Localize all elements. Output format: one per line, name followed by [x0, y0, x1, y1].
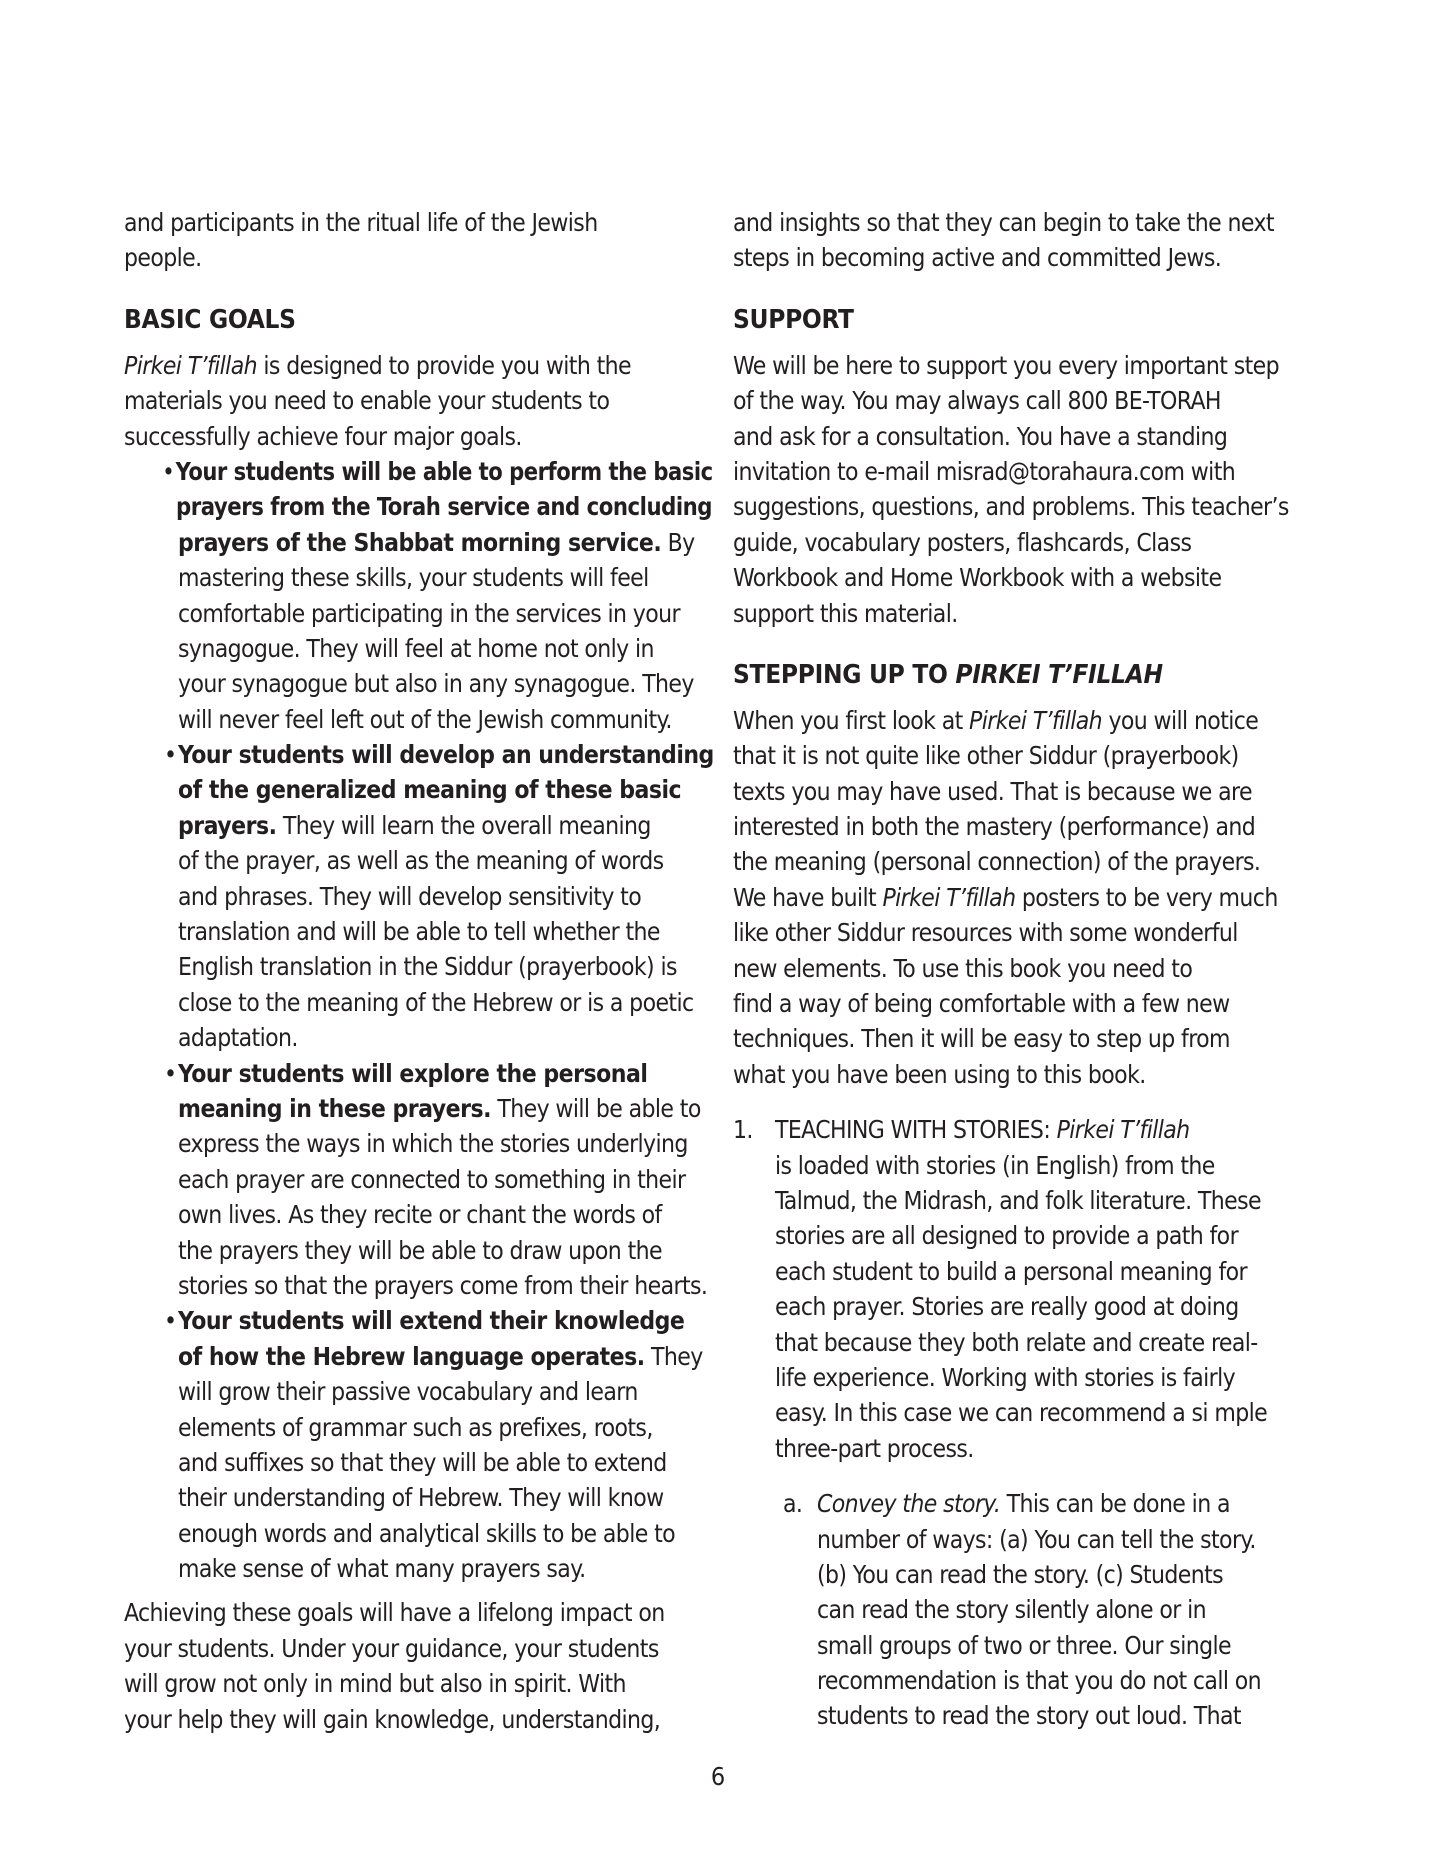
italic-text: Pirkei T’fillah: [1056, 1115, 1190, 1145]
bullet-icon: •: [164, 740, 177, 770]
bullet-icon: •: [164, 1306, 177, 1336]
text-run: synagogue. They will feel at home not only in: [178, 633, 654, 663]
bold-text: Your students will develop an understanding: [178, 740, 714, 770]
text-run: We will be here to support you every important step: [733, 350, 1279, 380]
text-line: [124, 419, 714, 454]
text-line: [733, 1057, 1333, 1092]
text-run: By: [661, 527, 695, 557]
bullet-icon: •: [162, 456, 175, 486]
text-line: [124, 1516, 714, 1551]
goal-item: [124, 737, 714, 1056]
text-line: [775, 1218, 1333, 1253]
text-run: techniques. Then it will be easy to step up from: [733, 1024, 1230, 1054]
goals-list: [124, 454, 714, 1587]
text-line: [124, 631, 714, 666]
right-column: [733, 205, 1333, 1734]
text-run: stories so that the prayers come from their hearts.: [178, 1270, 708, 1300]
text-run: This can be done in a: [1000, 1489, 1230, 1519]
heading-plain-text: STEPPING UP TO: [733, 659, 956, 690]
text-line: [733, 525, 1333, 560]
text-line: [124, 879, 714, 914]
sub-item-convey-the-story: [733, 1486, 1333, 1734]
text-line: [733, 348, 1333, 383]
text-run: Achieving these goals will have a lifelong impact on: [124, 1598, 665, 1628]
text-run: students to read the story out loud. That: [817, 1701, 1241, 1731]
goal-title-line: [124, 737, 714, 772]
italic-text: Pirkei T’fillah: [969, 705, 1103, 735]
basic-goals-intro: [124, 348, 714, 454]
stepping-up-paragraph: [733, 703, 1333, 1092]
text-line: [733, 205, 1333, 240]
text-line: [124, 240, 714, 275]
goal-title-line: [124, 1303, 714, 1338]
text-line: [124, 383, 714, 418]
text-run: new elements. To use this book you need to: [733, 953, 1193, 983]
text-run: of the prayer, as well as the meaning of words: [178, 846, 664, 876]
text-run: your synagogue but also in any synagogue. They: [178, 669, 694, 699]
text-run: Workbook and Home Workbook with a website: [733, 563, 1222, 593]
text-line: [733, 738, 1333, 773]
text-run: will grow their passive vocabulary and learn: [178, 1377, 638, 1407]
text-run: They will be able to: [491, 1093, 701, 1123]
text-line: [733, 880, 1333, 915]
text-line: [775, 1183, 1333, 1218]
bold-text: of how the Hebrew language operates.: [178, 1341, 645, 1371]
text-line: [733, 951, 1333, 986]
text-line: [124, 1480, 714, 1515]
text-run: and ask for a consultation. You have a standing: [733, 421, 1228, 451]
text-line: [817, 1592, 1333, 1627]
text-line: [733, 419, 1333, 454]
text-line: [733, 809, 1333, 844]
text-line: [124, 489, 713, 524]
text-run: is designed to provide you with the: [257, 350, 631, 380]
text-run: mastering these skills, your students will feel: [178, 563, 649, 593]
text-run: recommendation is that you do not call on: [817, 1666, 1262, 1696]
text-line: [124, 525, 714, 560]
text-run: the prayers they will be able to draw upon the: [178, 1235, 662, 1265]
text-run: each prayer. Stories are really good at doing: [775, 1292, 1239, 1322]
text-run: like other Siddur resources with some wonderful: [733, 918, 1238, 948]
text-run: close to the meaning of the Hebrew or is a poetic: [178, 987, 694, 1017]
text-line: [733, 596, 1333, 631]
page-number: 6: [710, 1762, 726, 1791]
text-run: easy. In this case we can recommend a si mple: [775, 1398, 1268, 1428]
text-line: [775, 1112, 1333, 1147]
text-line: [817, 1486, 1333, 1521]
bold-text: prayers.: [178, 810, 277, 840]
text-run: express the ways in which the stories underlying: [178, 1129, 688, 1159]
bold-text: Your students will be able to perform the basic: [175, 456, 713, 486]
text-line: [124, 1666, 714, 1701]
italic-text: Convey the story.: [817, 1489, 1001, 1519]
goal-title-line: [124, 454, 713, 489]
text-run: steps in becoming active and committed Jews.: [733, 243, 1222, 273]
bullet-icon: •: [164, 1058, 177, 1088]
text-line: [124, 1162, 714, 1197]
text-run: suggestions, questions, and problems. This teacher’s: [733, 492, 1289, 522]
text-run: each prayer are connected to something in their: [178, 1164, 686, 1194]
text-run: comfortable participating in the services in your: [178, 598, 680, 628]
text-line: [817, 1522, 1333, 1557]
numbered-item-teaching-with-stories: [733, 1112, 1333, 1466]
goal-item: [124, 454, 714, 737]
bold-text: Your students will explore the personal: [178, 1058, 648, 1088]
heading-italic-title: PIRKEI T’FILLAH: [955, 659, 1163, 690]
text-run: translation and will be able to tell whether the: [178, 917, 660, 947]
text-line: [124, 205, 714, 240]
section-heading-stepping-up: [733, 658, 1333, 693]
text-line: [775, 1289, 1333, 1324]
bold-text: prayers from the Torah service and concluding: [176, 492, 713, 522]
text-run: each student to build a personal meaning for: [775, 1256, 1247, 1286]
text-line: [733, 383, 1333, 418]
sub-item-letter: a.: [783, 1489, 803, 1519]
text-run: will never feel left out of the Jewish community.: [178, 704, 672, 734]
text-line: [733, 1021, 1333, 1056]
text-line: [775, 1395, 1333, 1430]
text-line: [775, 1325, 1333, 1360]
text-run: that because they both relate and create real-: [775, 1327, 1258, 1357]
support-paragraph: [733, 348, 1333, 631]
text-line: [124, 1374, 714, 1409]
left-column: [124, 205, 714, 1737]
text-run: support this material.: [733, 598, 958, 628]
text-run: and insights so that they can begin to take the next: [733, 208, 1274, 237]
intro-paragraph-left: [124, 205, 714, 276]
text-line: [124, 1233, 714, 1268]
text-line: [124, 772, 714, 807]
intro-paragraph-right: [733, 205, 1333, 276]
text-line: [124, 1268, 714, 1303]
text-run: (b) You can read the story. (c) Students: [817, 1559, 1223, 1589]
text-line: [124, 560, 714, 595]
text-line: [775, 1254, 1333, 1289]
text-line: [817, 1557, 1333, 1592]
text-run: and suffixes so that they will be able to extend: [178, 1447, 667, 1477]
text-line: [775, 1148, 1333, 1183]
text-line: [124, 843, 714, 878]
bold-text: Your students will extend their knowledge: [178, 1306, 685, 1336]
text-line: [817, 1628, 1333, 1663]
text-run: interested in both the mastery (performance) and: [733, 812, 1256, 842]
bold-text: meaning in these prayers.: [178, 1093, 491, 1123]
text-run: TEACHING WITH STORIES:: [775, 1115, 1057, 1145]
text-line: [733, 240, 1333, 275]
italic-text: Pirkei T’fillah: [882, 882, 1016, 912]
text-run: what you have been using to this book.: [733, 1059, 1146, 1089]
section-heading-support: SUPPORT: [733, 304, 854, 335]
text-run: own lives. As they recite or chant the words of: [178, 1200, 662, 1230]
text-line: [124, 1445, 714, 1480]
text-line: [124, 1410, 714, 1445]
numbered-item-text: [775, 1112, 1333, 1466]
text-run: of the way. You may always call 800 BE-TORAH: [733, 386, 1221, 416]
section-heading-basic-goals: BASIC GOALS: [124, 304, 296, 335]
text-line: [733, 986, 1333, 1021]
text-run: texts you may have used. That is because we are: [733, 776, 1252, 806]
text-line: [124, 702, 714, 737]
text-line: [733, 560, 1333, 595]
text-line: [733, 454, 1333, 489]
text-run: materials you need to enable your students to: [124, 386, 610, 416]
text-line: [733, 844, 1333, 879]
text-run: that it is not quite like other Siddur (prayerbook): [733, 741, 1239, 771]
text-run: We have built: [733, 882, 883, 912]
text-run: and phrases. They will develop sensitivity to: [178, 881, 642, 911]
text-line: [124, 666, 714, 701]
italic-text: Pirkei T’fillah: [124, 350, 257, 380]
item-number: 1.: [733, 1115, 753, 1145]
text-line: [124, 949, 714, 984]
text-run: number of ways: (a) You can tell the story.: [817, 1524, 1256, 1554]
text-line: [124, 1020, 714, 1055]
text-line: [124, 1551, 714, 1586]
text-line: [733, 703, 1333, 738]
text-run: their understanding of Hebrew. They will know: [178, 1483, 664, 1513]
text-run: will grow not only in mind but also in spirit. With: [124, 1669, 626, 1699]
bold-text: prayers of the Shabbat morning service.: [178, 527, 662, 557]
text-run: successfully achieve four major goals.: [124, 421, 522, 451]
text-line: [733, 915, 1333, 950]
text-run: guide, vocabulary posters, flashcards, Class: [733, 527, 1192, 557]
text-line: [733, 774, 1333, 809]
text-run: find a way of being comfortable with a few new: [733, 989, 1230, 1019]
text-line: [124, 1126, 714, 1161]
text-run: posters to be very much: [1015, 882, 1278, 912]
text-run: your students. Under your guidance, your students: [124, 1633, 659, 1663]
text-line: [775, 1360, 1333, 1395]
text-run: the meaning (personal connection) of the prayers.: [733, 847, 1261, 877]
text-line: [124, 1595, 714, 1630]
text-line: [124, 808, 714, 843]
text-line: [124, 1702, 714, 1737]
goal-item: [124, 1303, 714, 1586]
text-run: English translation in the Siddur (prayerbook) is: [178, 952, 677, 982]
text-line: [124, 348, 714, 383]
text-run: adaptation.: [178, 1023, 298, 1053]
text-run: enough words and analytical skills to be able to: [178, 1518, 676, 1548]
goal-title-line: [124, 1056, 714, 1091]
text-line: [124, 1631, 714, 1666]
text-line: [775, 1431, 1333, 1466]
text-run: They: [644, 1341, 703, 1371]
text-run: They will learn the overall meaning: [276, 810, 651, 840]
text-line: [124, 1339, 714, 1374]
text-line: [124, 1091, 714, 1126]
basic-goals-closing: [124, 1595, 714, 1737]
sub-item-text: [817, 1486, 1333, 1734]
text-line: [733, 489, 1333, 524]
text-run: people.: [124, 243, 202, 273]
text-run: you will notice: [1102, 705, 1259, 735]
text-run: invitation to e-mail misrad@torahaura.com with: [733, 456, 1236, 486]
text-run: make sense of what many prayers say.: [178, 1554, 586, 1584]
goal-item: [124, 1056, 714, 1304]
text-run: your help they will gain knowledge, understanding,: [124, 1704, 661, 1734]
text-run: life experience. Working with stories is fairly: [775, 1362, 1236, 1392]
text-run: is loaded with stories (in English) from the: [775, 1150, 1215, 1180]
text-run: Talmud, the Midrash, and folk literature. These: [775, 1185, 1261, 1215]
text-run: and participants in the ritual life of the Jewish: [124, 208, 598, 237]
text-run: stories are all designed to provide a path for: [775, 1221, 1239, 1251]
text-run: When you first look at: [733, 705, 970, 735]
text-line: [817, 1698, 1333, 1733]
text-line: [124, 985, 714, 1020]
text-line: [124, 1197, 714, 1232]
text-line: [124, 914, 714, 949]
text-line: [124, 596, 714, 631]
text-line: [817, 1663, 1333, 1698]
text-run: can read the story silently alone or in: [817, 1595, 1207, 1625]
text-run: three-part process.: [775, 1433, 974, 1463]
bold-text: of the generalized meaning of these basic: [178, 775, 682, 805]
text-run: elements of grammar such as prefixes, roots,: [178, 1412, 653, 1442]
text-run: small groups of two or three. Our single: [817, 1630, 1231, 1660]
